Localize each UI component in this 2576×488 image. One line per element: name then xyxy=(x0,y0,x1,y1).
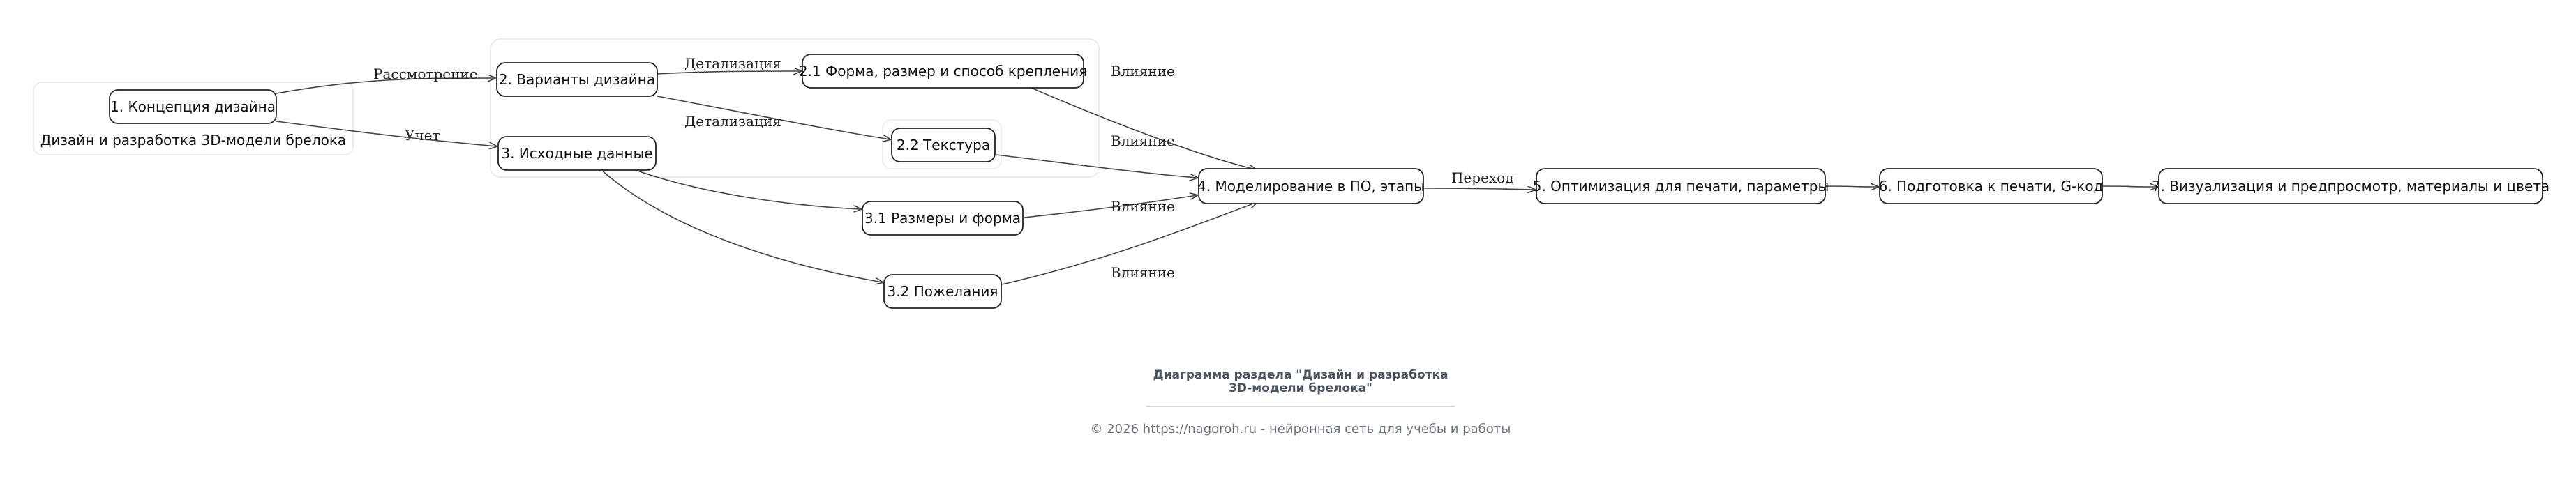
edge-label-n2-n22: Детализация xyxy=(684,113,781,130)
cluster-concept-label: Дизайн и разработка 3D-модели брелока xyxy=(40,132,347,148)
node-n22-label: 2.2 Текстура xyxy=(896,137,991,153)
footer-title-line1: Диаграмма раздела "Дизайн и разработка xyxy=(1153,368,1448,382)
node-n3[interactable] xyxy=(498,137,656,170)
node-n6[interactable] xyxy=(1879,169,2104,204)
node-n6-label: 6. Подготовка к печати, G-код xyxy=(1878,178,2104,195)
edge-label-n21-n4: Влияние xyxy=(1111,63,1175,79)
node-n5-label: 5. Оптимизация для печати, параметры xyxy=(1532,178,1829,195)
edge-n22-n4 xyxy=(996,155,1197,178)
node-n21-label: 2.1 Форма, размер и способ крепления xyxy=(798,63,1088,79)
footer-title-line2: 3D-модели брелока" xyxy=(1229,381,1372,395)
edge-label-n4-n5: Переход xyxy=(1451,169,1514,186)
node-n3-label: 3. Исходные данные xyxy=(501,145,653,162)
node-n4[interactable] xyxy=(1197,169,1425,204)
node-n1[interactable] xyxy=(110,90,276,123)
node-n31[interactable] xyxy=(862,201,1023,235)
node-n32[interactable] xyxy=(884,275,1001,308)
node-n1-label: 1. Концепция дизайна xyxy=(110,98,276,115)
edge-label-n1-n2: Рассмотрение xyxy=(373,66,478,82)
node-n4-label: 4. Моделирование в ПО, этапы xyxy=(1197,178,1425,195)
node-n5[interactable] xyxy=(1533,169,1829,204)
edge-n5-n6 xyxy=(1825,186,1878,187)
node-n7[interactable] xyxy=(2152,169,2549,204)
edge-n4-n5 xyxy=(1423,188,1535,190)
node-n2[interactable] xyxy=(497,63,657,96)
edge-label-n2-n21: Детализация xyxy=(684,55,781,72)
edge-label-n1-n3: Учет xyxy=(405,127,440,144)
edge-label-n32-n4: Влияние xyxy=(1111,264,1175,281)
node-n7-label: 7. Визуализация и предпросмотр, материалы и цвета xyxy=(2151,178,2550,195)
node-n22[interactable] xyxy=(892,128,995,162)
edge-n3-n31 xyxy=(628,167,861,209)
edge-label-n31-n4: Влияние xyxy=(1111,198,1175,215)
node-n21[interactable] xyxy=(799,54,1087,88)
edge-label-n22-n4: Влияние xyxy=(1111,132,1175,149)
footer-copyright: © 2026 https://nagoroh.ru - нейронная сеть для учебы и работы xyxy=(1090,422,1511,436)
node-n32-label: 3.2 Пожелания xyxy=(887,283,998,300)
edge-n3-n32 xyxy=(601,170,883,282)
edge-n6-n7 xyxy=(2102,186,2157,187)
node-n2-label: 2. Варианты дизайна xyxy=(498,71,656,88)
edge-n21-n4 xyxy=(1031,88,1256,169)
node-n31-label: 3.1 Размеры и форма xyxy=(864,210,1021,227)
